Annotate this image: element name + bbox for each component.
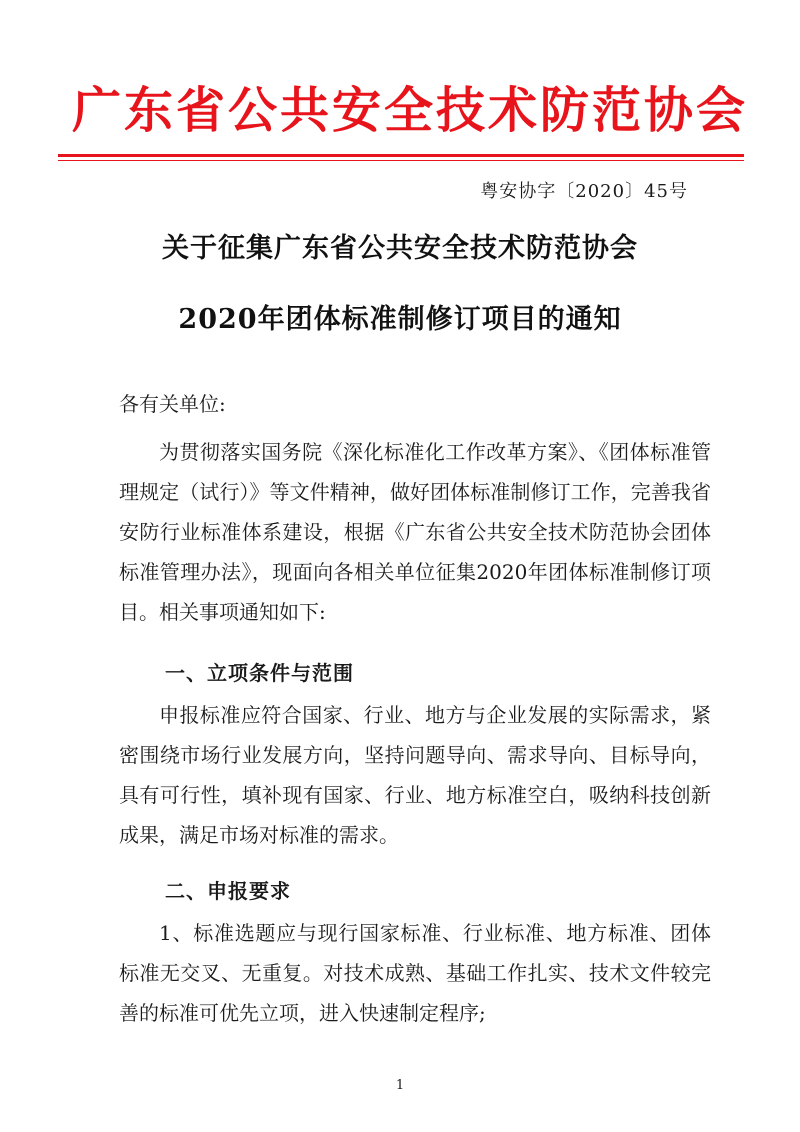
letterhead-red-rule (58, 154, 744, 157)
salutation: 各有关单位: (119, 392, 226, 416)
document-title-line2: 2020年团体标准制修订项目的通知 (178, 304, 622, 335)
section-heading-scope: 一、立项条件与范围 (165, 661, 354, 685)
letterhead-org-name: 广东省公共安全技术防范协会 (71, 82, 748, 139)
document-number: 粤安协字〔2020〕45号 (480, 181, 688, 202)
document-title-line1: 关于征集广东省公共安全技术防范协会 (162, 233, 638, 264)
requirement-item-1: 1、标准选题应与现行国家标准、行业标准、地方标准、团体标准无交叉、无重复。对技术成熟、基础工作扎实、技术文件较完善的标准可优先立项，进入快速制定程序; (119, 921, 711, 1025)
page-number: 1 (395, 1078, 405, 1093)
intro-paragraph: 为贯彻落实国务院《深化标准化工作改革方案》、《团体标准管理规定（试行）》等文件精神，做好团体标准制修订工作，完善我省安防行业标准体系建设，根据《广东省公共安全技术防范协会团体标准管理办法》，现面向各相关单位征集2020年团体标准制修订项目。相关事项通知如下: (119, 440, 711, 624)
letterhead-red-rule-thin (58, 160, 744, 161)
scope-paragraph: 申报标准应符合国家、行业、地方与企业发展的实际需求，紧密围绕市场行业发展方向，坚持问题导向、需求导向、目标导向，具有可行性，填补现有国家、行业、地方标准空白，吸纳科技创新成果，满足市场对标准的需求。 (119, 703, 711, 847)
section-heading-requirements: 二、申报要求 (165, 879, 291, 903)
